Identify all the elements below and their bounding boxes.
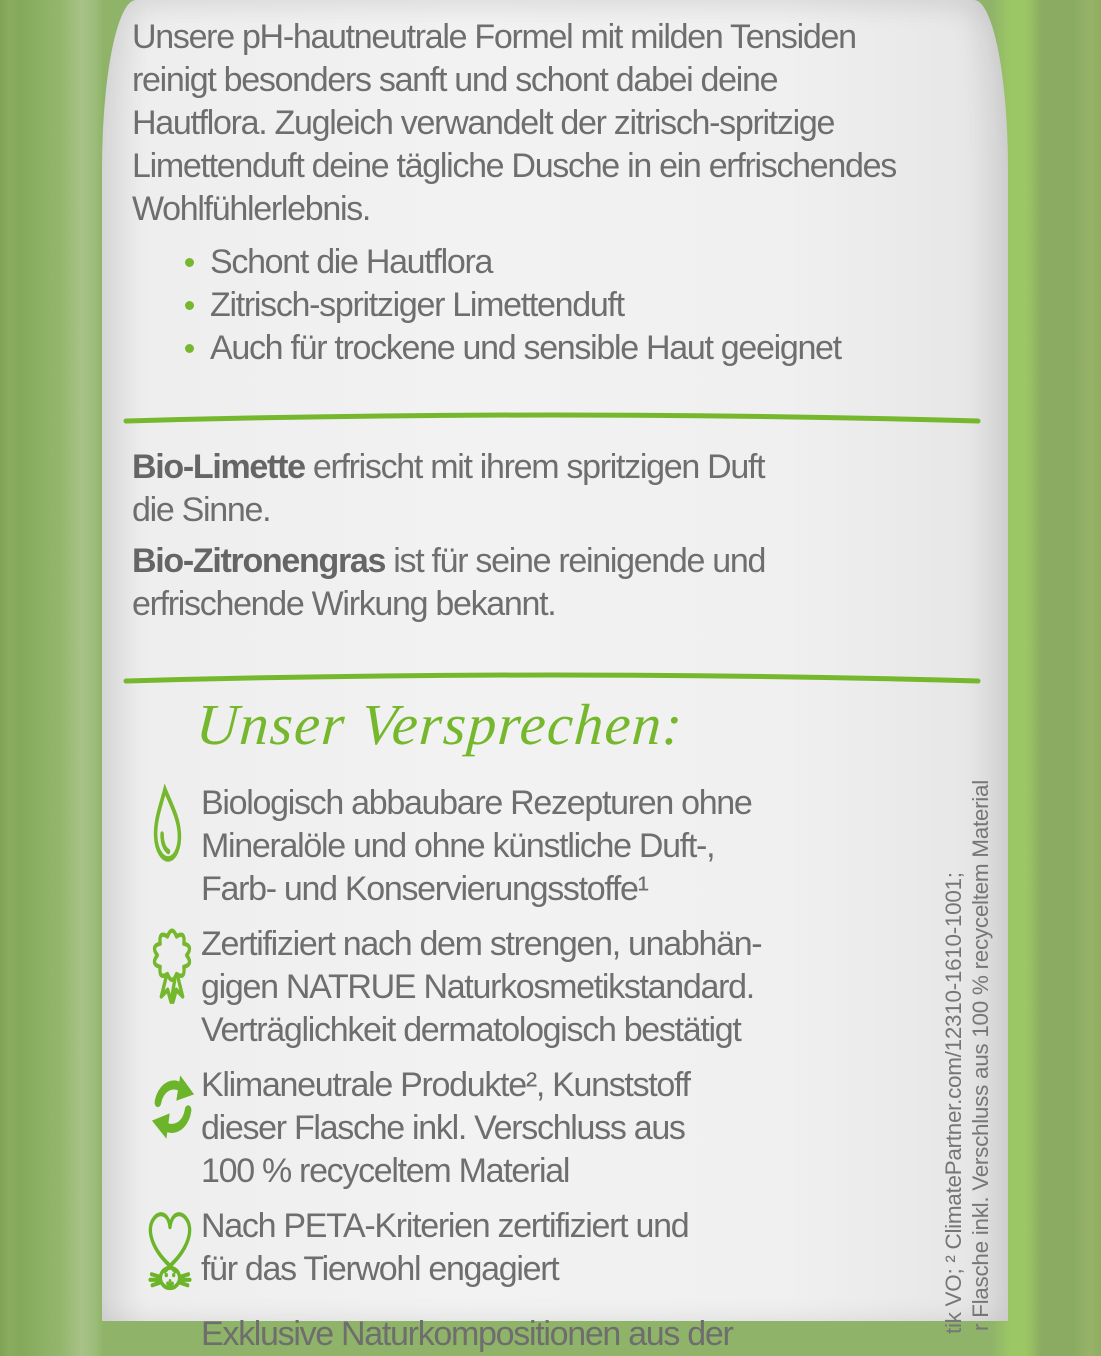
ingredient-text: erfrischende Wirkung bekannt. (132, 585, 556, 623)
promise-line: Klimaneutrale Produkte², Kunststoff (201, 1066, 690, 1104)
promise-line: Biologisch abbaubare Rezepturen ohne (201, 784, 752, 822)
promise-line: dieser Flasche inkl. Verschluss aus (201, 1109, 685, 1147)
ingredient-name: Bio-Limette (132, 448, 305, 486)
intro-line: Limettenduft deine tägliche Dusche in ein erfrischendes (132, 147, 896, 185)
benefit-item (185, 241, 1008, 284)
intro-line: Wohlfühlerlebnis. (132, 190, 371, 228)
benefits-list (185, 241, 1008, 370)
promise-line: Farb- und Konservierungsstoffe¹ (201, 870, 648, 908)
promise-item (132, 1064, 1008, 1193)
benefit-text: Schont die Hautflora (210, 243, 493, 281)
promise-item (132, 1313, 1008, 1356)
promise-line: Zertifiziert nach dem strengen, unabhän- (201, 925, 762, 963)
intro-line: Hautflora. Zugleich verwandelt der zitrisch-spritzige (132, 104, 835, 142)
ingredient-text: erfrischt mit ihrem spritzigen Duft (304, 448, 765, 486)
promise-text (201, 1205, 688, 1291)
ingredient-paragraph-lime (132, 446, 1008, 532)
benefit-text: Zitrisch-spritziger Limettenduft (210, 286, 624, 324)
ingredient-text: die Sinne. (132, 491, 271, 529)
footnote-vertical-text: r Flasche inkl. Verschluss aus 100 % recyceltem Material (968, 780, 993, 1331)
promise-line: Mineralöle und ohne künstliche Duft-, (201, 827, 715, 865)
promise-item (132, 923, 1008, 1052)
bullet-dot-icon (185, 301, 194, 310)
benefit-text: Auch für trockene und sensible Haut geeignet (210, 329, 841, 367)
promise-text (201, 1064, 690, 1193)
promise-item (132, 782, 1008, 911)
promise-line: Verträglichkeit dermatologisch bestätigt (201, 1011, 741, 1049)
promise-line: Nach PETA-Kriterien zertifiziert und (201, 1207, 689, 1245)
water-drop-icon (148, 782, 198, 870)
promise-text (201, 782, 752, 911)
benefit-item (185, 327, 1008, 370)
intro-line: reinigt besonders sanft und schont dabei deine (132, 61, 778, 99)
bullet-dot-icon (185, 344, 194, 353)
intro-paragraph (132, 16, 1008, 231)
promise-item (132, 1205, 1008, 1301)
ingredient-paragraph-lemongrass (132, 540, 1008, 626)
promise-line: Exklusive Naturkompositionen aus der (201, 1315, 733, 1353)
bullet-dot-icon (185, 258, 194, 267)
divider-line (122, 408, 982, 424)
promise-line: 100 % recyceltem Material (201, 1152, 570, 1190)
ingredient-name: Bio-Zitronengras (132, 542, 386, 580)
footnote-vertical-text: tik VO; ² ClimatePartner.com/12310-1610-1001; (941, 872, 966, 1334)
heart-rabbit-icon (142, 1205, 198, 1301)
promise-heading: Unser Versprechen: (194, 692, 686, 757)
product-label (102, 0, 1008, 1353)
promise-text (201, 1313, 732, 1356)
promise-list (132, 782, 1008, 1356)
divider-line (122, 668, 982, 684)
benefit-item (185, 284, 1008, 327)
certification-seal-icon (148, 923, 198, 1009)
promise-line: gigen NATRUE Naturkosmetikstandard. (201, 968, 754, 1006)
recycle-icon (148, 1064, 198, 1146)
ingredients-section (132, 446, 1008, 626)
ingredient-text: ist für seine reinigende und (385, 542, 766, 580)
promise-text (201, 923, 761, 1052)
intro-line: Unsere pH-hautneutrale Formel mit milden Tensiden (132, 18, 856, 56)
promise-line: für das Tierwohl engagiert (201, 1250, 559, 1288)
